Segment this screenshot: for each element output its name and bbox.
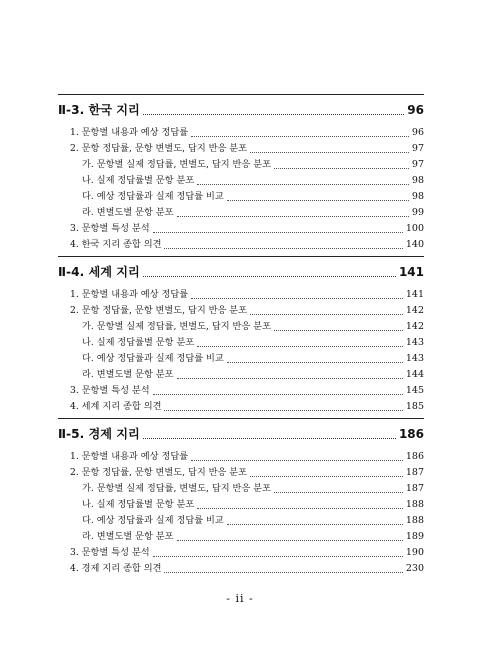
dot-leader xyxy=(197,508,403,509)
toc-section-korean-geography xyxy=(58,94,424,253)
dot-leader xyxy=(164,410,402,411)
toc-entry[interactable] xyxy=(58,399,424,415)
page-number-footer: - ii - xyxy=(226,592,254,605)
section-heading[interactable] xyxy=(58,102,424,119)
toc-entry[interactable] xyxy=(58,303,424,319)
entry-page-number: 188 xyxy=(405,515,424,526)
entry-label: 4. 세계 지리 종합 의견 xyxy=(70,401,162,412)
entry-label: 나. 실제 정답률별 문항 분포 xyxy=(82,499,195,510)
toc-entry[interactable] xyxy=(58,545,424,561)
dot-leader xyxy=(143,438,396,439)
entry-page-number: 98 xyxy=(411,175,424,186)
entry-page-number: 142 xyxy=(405,305,424,316)
dot-leader xyxy=(177,540,403,541)
dot-leader xyxy=(143,114,405,115)
dot-leader xyxy=(153,556,403,557)
entry-label: 가. 문항별 실제 정답률, 변별도, 답지 반응 분포 xyxy=(82,483,271,494)
entry-label: 4. 한국 지리 종합 의견 xyxy=(70,239,162,250)
entry-page-number: 96 xyxy=(411,127,424,138)
entry-label: 1. 문항별 내용과 예상 정답률 xyxy=(70,127,189,138)
entry-page-number: 188 xyxy=(405,499,424,510)
entry-label: 나. 실제 정답률별 문항 분포 xyxy=(82,337,195,348)
entry-label: 가. 문항별 실제 정답률, 변별도, 답지 반응 분포 xyxy=(82,321,271,332)
dot-leader xyxy=(250,476,403,477)
entry-label: 라. 변별도별 문항 분포 xyxy=(82,207,174,218)
dot-leader xyxy=(227,200,409,201)
entry-label: 2. 문항 정답률, 문항 변별도, 답지 반응 분포 xyxy=(70,467,248,478)
toc-entry[interactable] xyxy=(58,205,424,221)
dot-leader xyxy=(164,572,402,573)
entry-page-number: 97 xyxy=(411,143,424,154)
entry-label: 1. 문항별 내용과 예상 정답률 xyxy=(70,289,189,300)
entry-page-number: 100 xyxy=(405,223,424,234)
dot-leader xyxy=(250,314,403,315)
entry-page-number: 185 xyxy=(405,401,424,412)
entry-page-number: 186 xyxy=(405,451,424,462)
entry-page-number: 187 xyxy=(405,467,424,478)
entry-label: 1. 문항별 내용과 예상 정답률 xyxy=(70,451,189,462)
toc-entry[interactable] xyxy=(58,481,424,497)
toc-entry[interactable] xyxy=(58,465,424,481)
toc-entry[interactable] xyxy=(58,319,424,335)
toc-entry[interactable] xyxy=(58,497,424,513)
dot-leader xyxy=(191,298,403,299)
dot-leader xyxy=(177,378,403,379)
entry-label: 다. 예상 정답률과 실제 정답률 비교 xyxy=(82,191,224,202)
section-heading[interactable] xyxy=(58,426,424,443)
toc-entry[interactable] xyxy=(58,351,424,367)
toc-entry[interactable] xyxy=(58,513,424,529)
entry-label: 가. 문항별 실제 정답률, 변별도, 답지 반응 분포 xyxy=(82,159,271,170)
toc-entry[interactable] xyxy=(58,561,424,577)
entry-page-number: 230 xyxy=(405,563,424,574)
dot-leader xyxy=(197,184,409,185)
section-top-rule xyxy=(58,94,424,95)
entry-page-number: 99 xyxy=(411,207,424,218)
toc-entry[interactable] xyxy=(58,125,424,141)
entry-label: 4. 경제 지리 종합 의견 xyxy=(70,563,162,574)
toc-entry[interactable] xyxy=(58,335,424,351)
entry-page-number: 143 xyxy=(405,353,424,364)
toc-entry[interactable] xyxy=(58,221,424,237)
entry-label: 다. 예상 정답률과 실제 정답률 비교 xyxy=(82,353,224,364)
entry-page-number: 145 xyxy=(405,385,424,396)
toc-entry[interactable] xyxy=(58,189,424,205)
toc-entry[interactable] xyxy=(58,449,424,465)
toc-entry[interactable] xyxy=(58,367,424,383)
entry-page-number: 190 xyxy=(405,547,424,558)
entry-page-number: 143 xyxy=(405,337,424,348)
entry-label: 나. 실제 정답률별 문항 분포 xyxy=(82,175,195,186)
toc-entry[interactable] xyxy=(58,287,424,303)
entry-label: 다. 예상 정답률과 실제 정답률 비교 xyxy=(82,515,224,526)
dot-leader xyxy=(197,346,403,347)
entry-page-number: 98 xyxy=(411,191,424,202)
dot-leader xyxy=(227,524,403,525)
entry-label: 3. 문항별 특성 분석 xyxy=(70,223,150,234)
section-title: Ⅱ-5. 경제 지리 xyxy=(58,427,140,441)
dot-leader xyxy=(153,394,403,395)
section-page-number: 96 xyxy=(407,103,424,117)
dot-leader xyxy=(250,152,409,153)
dot-leader xyxy=(227,362,403,363)
entry-label: 2. 문항 정답률, 문항 변별도, 답지 반응 분포 xyxy=(70,305,248,316)
dot-leader xyxy=(177,216,409,217)
dot-leader xyxy=(191,460,403,461)
entry-page-number: 144 xyxy=(405,369,424,380)
entry-label: 3. 문항별 특성 분석 xyxy=(70,547,150,558)
toc-entry[interactable] xyxy=(58,173,424,189)
dot-leader xyxy=(274,330,403,331)
entry-page-number: 142 xyxy=(405,321,424,332)
entry-page-number: 187 xyxy=(405,483,424,494)
toc-entry[interactable] xyxy=(58,141,424,157)
toc-section-world-geography xyxy=(58,256,424,415)
toc-entry[interactable] xyxy=(58,157,424,173)
dot-leader xyxy=(274,168,409,169)
entry-page-number: 141 xyxy=(405,289,424,300)
dot-leader xyxy=(164,248,402,249)
toc-entry[interactable] xyxy=(58,383,424,399)
toc-entry[interactable] xyxy=(58,529,424,545)
section-top-rule xyxy=(58,256,424,257)
dot-leader xyxy=(143,276,396,277)
dot-leader xyxy=(153,232,403,233)
section-heading[interactable] xyxy=(58,264,424,281)
dot-leader xyxy=(274,492,403,493)
entry-page-number: 140 xyxy=(405,239,424,250)
section-title: Ⅱ-3. 한국 지리 xyxy=(58,103,140,117)
section-page-number: 141 xyxy=(398,265,424,279)
entry-label: 라. 변별도별 문항 분포 xyxy=(82,369,174,380)
entry-label: 라. 변별도별 문항 분포 xyxy=(82,531,174,542)
entry-label: 2. 문항 정답률, 문항 변별도, 답지 반응 분포 xyxy=(70,143,248,154)
entry-page-number: 97 xyxy=(411,159,424,170)
entry-label: 3. 문항별 특성 분석 xyxy=(70,385,150,396)
entry-page-number: 189 xyxy=(405,531,424,542)
dot-leader xyxy=(191,136,409,137)
section-top-rule xyxy=(58,418,424,419)
toc-entry[interactable] xyxy=(58,237,424,253)
section-title: Ⅱ-4. 세계 지리 xyxy=(58,265,140,279)
toc-section-economic-geography xyxy=(58,418,424,577)
section-page-number: 186 xyxy=(398,427,424,441)
